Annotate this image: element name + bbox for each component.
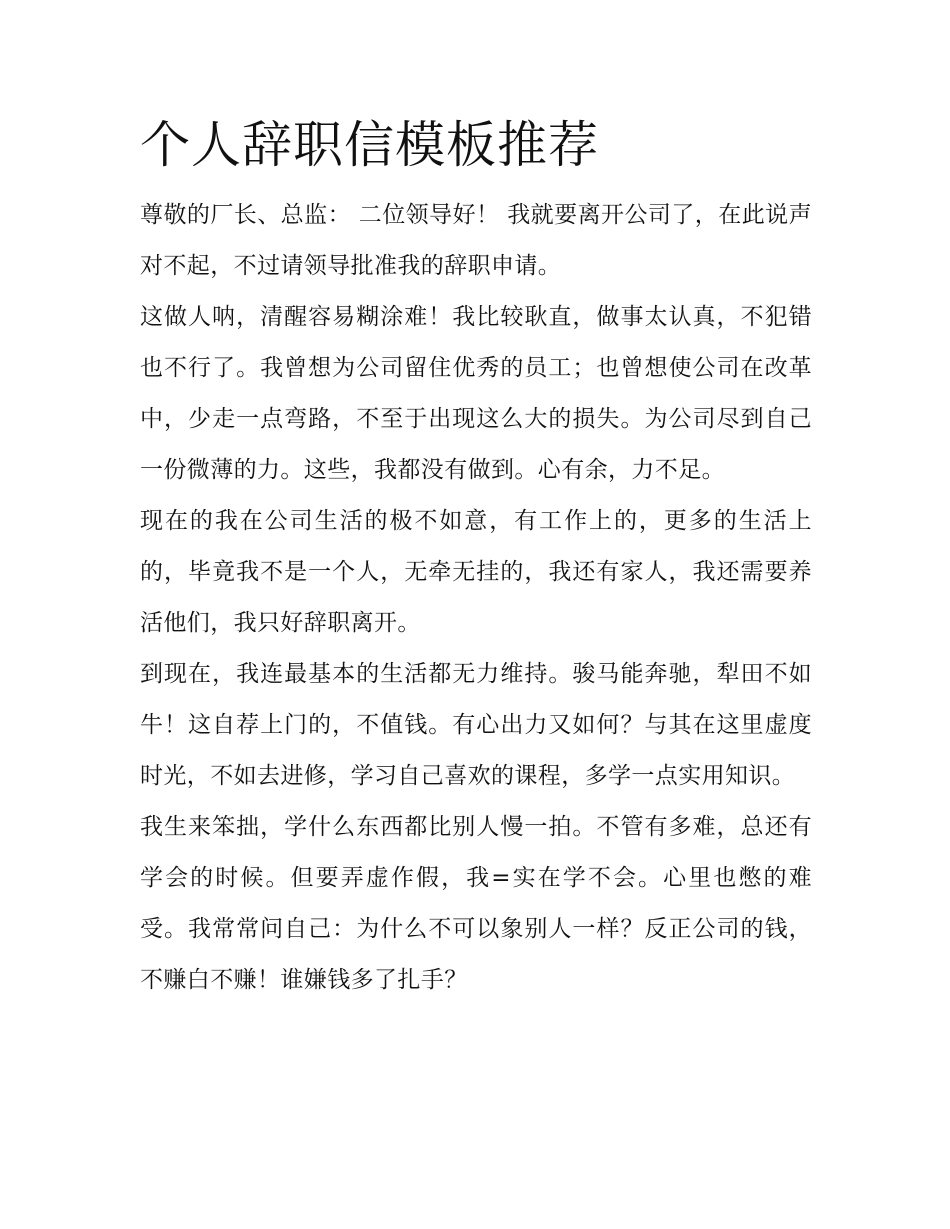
- paragraph-3: 现在的我在公司生活的极不如意，有工作上的，更多的生活上的，毕竟我不是一个人，无牵无挂的，我还有家人，我还需要养活他们，我只好辞职离开。: [140, 508, 812, 636]
- document-title: 个人辞职信模板推荐: [140, 116, 599, 174]
- paragraph-greeting: 尊敬的厂长、总监： 二位领导好！ 我就要离开公司了，在此说声对不起，不过请领导批准我的辞职申请。: [140, 202, 812, 279]
- paragraph-2: 这做人呐，清醒容易糊涂难！我比较耿直，做事太认真，不犯错也不行了。我曾想为公司留住优秀的员工；也曾想使公司在改革中，少走一点弯路，不至于出现这么大的损失。为公司尽到自己一份微薄的力。这些，我都没有做到。心有余，力不足。: [140, 304, 812, 483]
- document-page: [140, 110, 812, 1006]
- paragraph-4: 到现在，我连最基本的生活都无力维持。骏马能奔驰，犁田不如牛！这自荐上门的，不值钱。有心出力又如何？与其在这里虚度时光，不如去进修，学习自己喜欢的课程，多学一点实用知识。: [140, 661, 812, 789]
- paragraph-5: 我生来笨拙，学什么东西都比别人慢一拍。不管有多难，总还有学会的时候。但要弄虚作假，我=实在学不会。心里也憋的难受。我常常问自己：为什么不可以象别人一样？反正公司的钱，不赚白不赚！谁嫌钱多了扎手？: [140, 814, 812, 993]
